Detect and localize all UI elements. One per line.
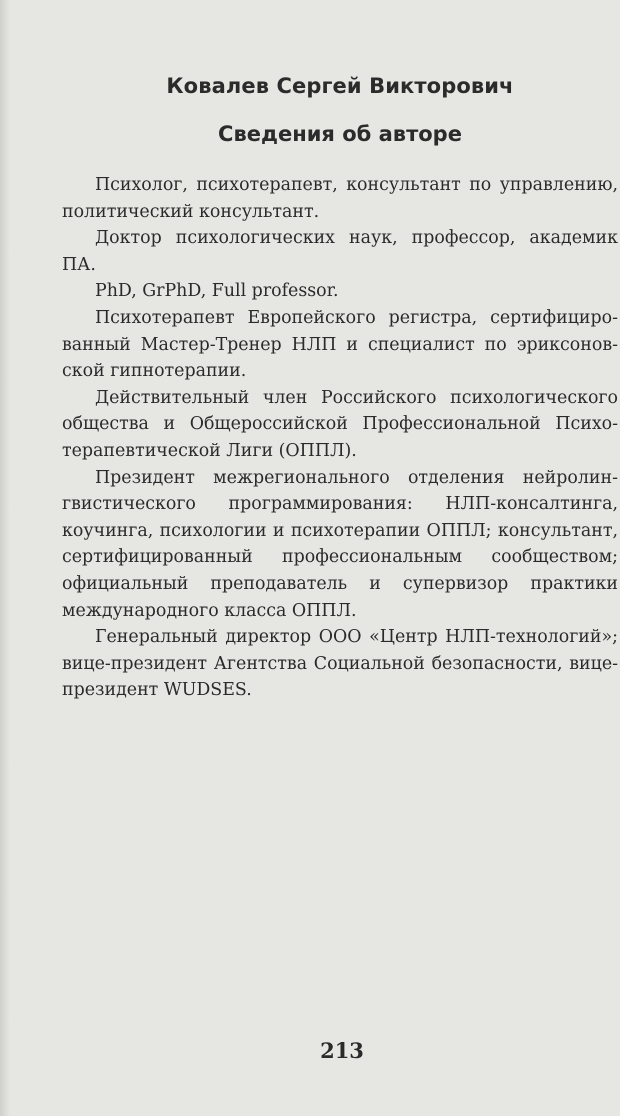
bio-paragraph: Психолог, психотерапевт, консультант по управлению, политический консультант. (62, 175, 618, 222)
author-bio (62, 172, 618, 704)
bio-paragraph: Президент межрегионального отделения нейролингвистического программирования: НЛП-консалтинга, коучинга, психологии и психотерапии ОППЛ; консультант, сертифицированный профессиональным сообществом; официальный преподаватель и супервизор практики международного класса ОППЛ. (62, 467, 618, 621)
bio-paragraph: Психотерапевт Европейского регистра, сертифицированный Мастер-Тренер НЛП и специалист по эриксоновской гипнотерапии. (62, 307, 618, 382)
bio-paragraph: Доктор психологических наук, профессор, академик ПА. (62, 228, 618, 275)
page-number: 213 (320, 1038, 364, 1063)
bio-paragraph: Действительный член Российского психологического общества и Общероссийской Профессиональной Психотерапевтической Лиги (ОППЛ). (62, 387, 618, 461)
bio-paragraph: PhD, GrPhD, Full professor. (95, 281, 339, 302)
author-name: Ковалев Сергей Викторович (166, 74, 514, 98)
bio-paragraph: Генеральный директор ООО «Центр НЛП-технологий»; вице-президент Агентства Социальной безопасности, вице-президент WUDSES. (62, 627, 618, 701)
section-title: Сведения об авторе (218, 122, 462, 146)
